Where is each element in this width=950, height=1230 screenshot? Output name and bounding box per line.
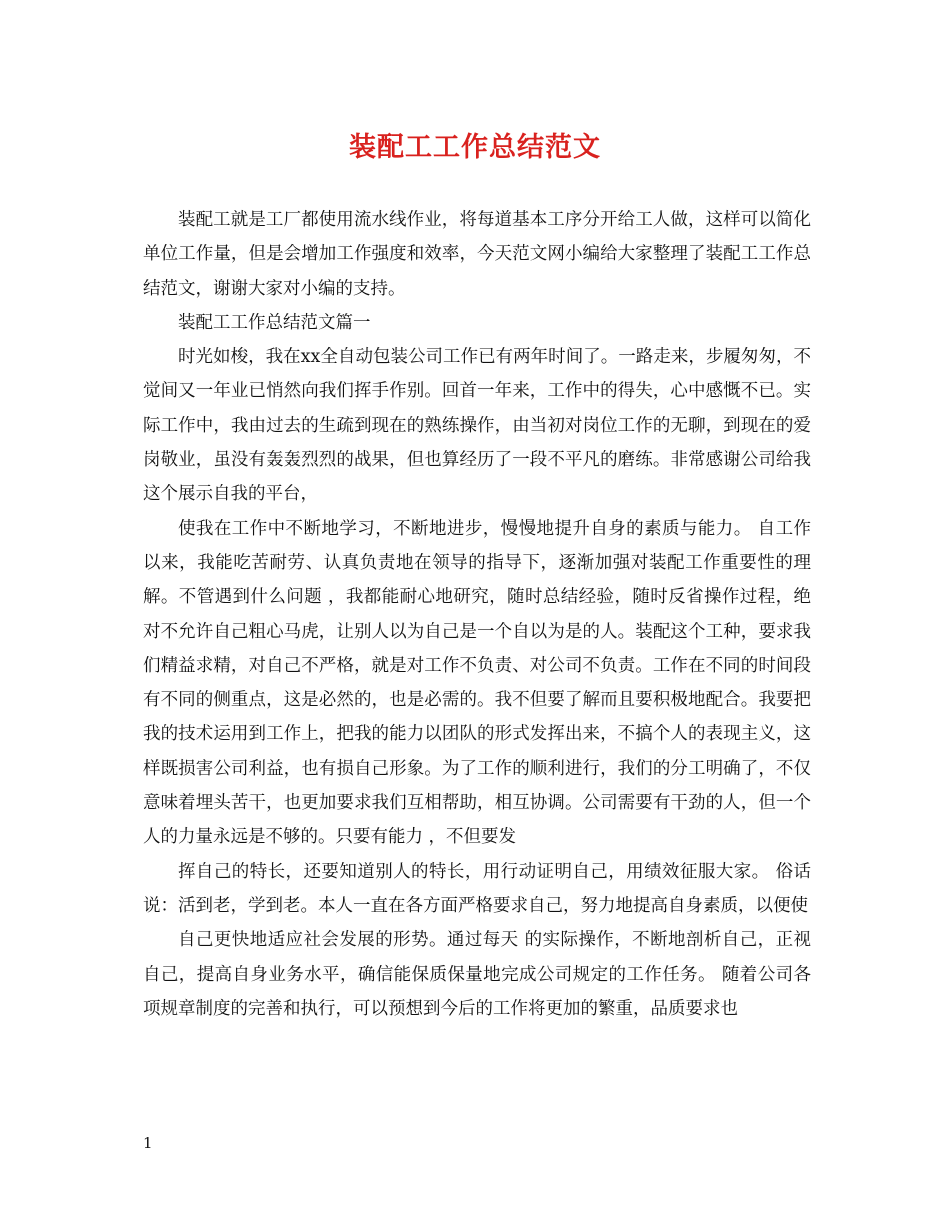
document-body — [143, 203, 811, 1026]
body-paragraph: 挥自己的特长，还要知道别人的特长，用行动证明自己，用绩效征服大家。 俗话说：活到老，学到老。本人一直在各方面严格要求自己，努力地提高自身素质，以便使 — [143, 861, 811, 916]
document-title: 装配工工作总结范文 — [349, 132, 601, 163]
page-number: 1 — [143, 1134, 153, 1152]
intro-paragraph: 装配工就是工厂都使用流水线作业，将每道基本工序分开给工人做，这样可以简化单位工作量，但是会增加工作强度和效率，今天范文网小编给大家整理了装配工工作总结范文，谢谢大家对小编的支持。 — [143, 210, 811, 299]
body-paragraph: 使我在工作中不断地学习，不断地进步，慢慢地提升自身的素质与能力。 自工作以来，我能吃苦耐劳、认真负责地在领导的指导下，逐渐加强对装配工作重要性的理解。不管遇到什么问题 ，我都能耐心地研究，随时总结经验，随时反省操作过程，绝对不允许自己粗心马虎，让别人以为自己是一个自以为是的人。装配这个工种，要求我们精益求精，对自己不严格，就是对工作不负责、对公司不负责。工作在不同的时间段有不同的侧重点，这是必然的，也是必需的。我不但要了解而且要积极地配合。我要把我的技术运用到工作上，把我的能力以团队的形式发挥出来，不搞个人的表现主义，这样既损害公司利益，也有损自己形象。为了工作的顺利进行，我们的分工明确了，不仅意味着埋头苦干，也更加要求我们互相帮助，相互协调。公司需要有干劲的人，但一个人的力量永远是不够的。只要有能力 ，不但要发 — [143, 518, 811, 848]
section-heading: 装配工工作总结范文篇一 — [178, 312, 371, 333]
body-paragraph: 自己更快地适应社会发展的形势。通过每天 的实际操作，不断地剖析自己，正视自己，提高自身业务水平，确信能保质保量地完成公司规定的工作任务。 随着公司各项规章制度的完善和执行，可以预想到今后的工作将更加的繁重，品质要求也 — [143, 930, 811, 1019]
body-paragraph: 时光如梭，我在xx全自动包装公司工作已有两年时间了。一路走来，步履匆匆，不觉间又一年业已悄然向我们挥手作别。回首一年来，工作中的得失，心中感慨不已。实际工作中，我由过去的生疏到现在的熟练操作，由当初对岗位工作的无聊，到现在的爱岗敬业，虽没有轰轰烈烈的战果，但也算经历了一段不平凡的磨练。非常感谢公司给我这个展示自我的平台， — [143, 347, 811, 505]
